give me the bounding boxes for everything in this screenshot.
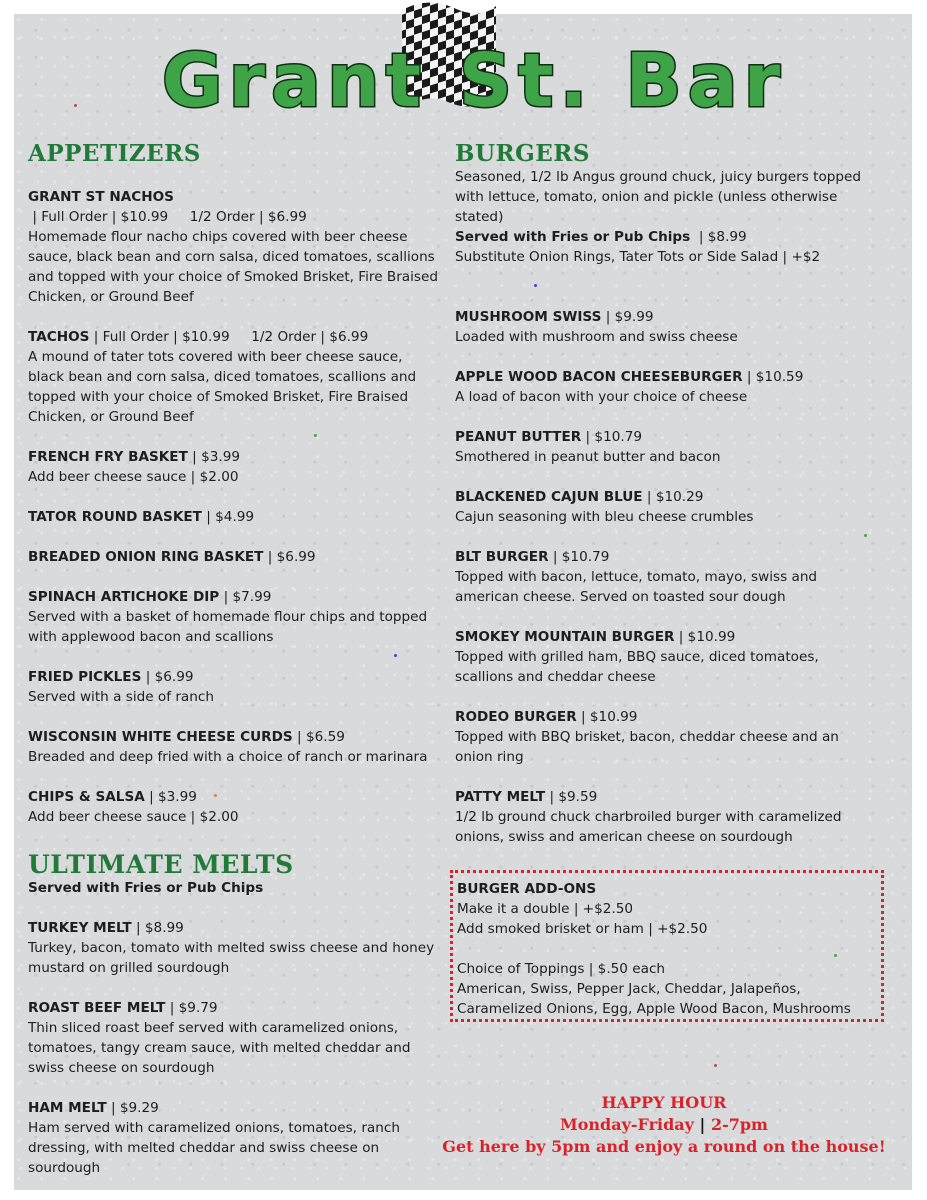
menu-item <box>28 447 438 487</box>
melts-list <box>28 878 438 1178</box>
item-name: CHIPS & SALSA <box>28 789 145 805</box>
item-name: PEANUT BUTTER <box>455 429 582 445</box>
appetizers-list <box>28 187 438 827</box>
item-desc: Topped with grilled ham, BBQ sauce, diced tomatoes, scallions and cheddar cheese <box>455 649 819 685</box>
item-desc: Topped with BBQ brisket, bacon, cheddar cheese and an onion ring <box>455 729 839 765</box>
item-name: FRIED PICKLES <box>28 669 142 685</box>
item-price: | $4.99 <box>201 509 255 525</box>
menu-item <box>28 1098 438 1178</box>
paper-speck <box>864 534 867 537</box>
item-name: HAM MELT <box>28 1100 107 1116</box>
item-desc: Add beer cheese sauce | $2.00 <box>28 469 239 485</box>
item-price: | $6.59 <box>292 729 345 745</box>
menu-item <box>28 587 438 647</box>
item-price: | $9.59 <box>545 789 598 805</box>
item-name: ROAST BEEF MELT <box>28 1000 166 1016</box>
item-desc: Turkey, bacon, tomato with melted swiss cheese and honey mustard on grilled sourdough <box>28 940 435 976</box>
happy-hour-days: Monday-Friday <box>560 1115 694 1134</box>
item-price: | $10.79 <box>548 549 610 565</box>
paper-speck <box>714 1064 717 1067</box>
paper-speck <box>74 104 77 107</box>
item-name: SPINACH ARTICHOKE DIP <box>28 589 220 605</box>
page-title-text: Grant St. Bar <box>161 38 787 124</box>
item-name: GRANT ST NACHOS <box>28 189 174 205</box>
menu-item <box>28 918 438 978</box>
item-name: TACHOS <box>28 329 90 345</box>
addon-double: Make it a double | +$2.50 <box>457 901 634 917</box>
paper-speck <box>394 654 397 657</box>
item-price: | $6.99 <box>141 669 194 685</box>
item-desc: Homemade flour nacho chips covered with beer cheese sauce, black bean and corn salsa, diced tomatoes, scallions and topped with your choice of Smoked Brisket, Fire Braised Chicken, or Ground Beef <box>28 229 438 305</box>
item-desc: Topped with bacon, lettuce, tomato, mayo, swiss and american cheese. Served on toasted sour dough <box>455 569 818 605</box>
item-name: TURKEY MELT <box>28 920 132 936</box>
menu-item <box>28 998 438 1078</box>
menu-item <box>28 787 438 827</box>
item-name: MUSHROOM SWISS <box>455 309 602 325</box>
item-desc: Thin sliced roast beef served with caramelized onions, tomatoes, tangy cream sauce, with melted cheddar and swiss cheese on sourdough <box>28 1020 411 1076</box>
paper-speck <box>314 434 317 437</box>
burgers-heading: BURGERS <box>455 140 591 167</box>
menu-item <box>455 707 875 767</box>
item-name: APPLE WOOD BACON CHEESEBURGER <box>455 369 743 385</box>
item-name: BLT BURGER <box>455 549 549 565</box>
menu-item <box>28 727 438 767</box>
item-price: | $10.99 <box>576 709 638 725</box>
item-price: | Full Order | $10.99 1/2 Order | $6.99 <box>28 209 307 225</box>
addon-brisket: Add smoked brisket or ham | +$2.50 <box>457 921 708 937</box>
item-price: | $3.99 <box>187 449 240 465</box>
item-price: | $10.79 <box>581 429 642 445</box>
item-price: | $7.99 <box>219 589 272 605</box>
item-price: | $10.99 <box>674 629 736 645</box>
menu-page <box>14 14 912 1190</box>
paper-speck <box>214 794 217 797</box>
item-desc: Served with a side of ranch <box>28 689 214 705</box>
item-name: FRENCH FRY BASKET <box>28 449 188 465</box>
item-desc: Served with a basket of homemade flour chips and topped with applewood bacon and scallions <box>28 609 428 645</box>
served-price: | $8.99 <box>690 229 747 245</box>
item-price: | Full Order | $10.99 1/2 Order | $6.99 <box>89 329 369 345</box>
item-price: | $9.99 <box>601 309 654 325</box>
happy-hour-promo: Get here by 5pm and enjoy a round on the house! <box>442 1137 886 1156</box>
item-name: WISCONSIN WHITE CHEESE CURDS <box>28 729 293 745</box>
menu-item <box>28 667 438 707</box>
item-name: BREADED ONION RING BASKET <box>28 549 264 565</box>
menu-item <box>455 487 875 527</box>
burgers-served <box>455 227 875 247</box>
item-desc: Cajun seasoning with bleu cheese crumbles <box>455 509 754 525</box>
toppings-list: American, Swiss, Pepper Jack, Cheddar, Jalapeños, Caramelized Onions, Egg, Apple Wood Bacon, Mushrooms <box>457 981 851 1017</box>
paper-speck <box>834 954 837 957</box>
burgers-list <box>455 167 875 847</box>
item-desc: Smothered in peanut butter and bacon <box>455 449 721 465</box>
item-price: | $3.99 <box>144 789 197 805</box>
happy-hour-separator: | <box>693 1115 711 1134</box>
item-price: | $9.79 <box>165 1000 218 1016</box>
menu-item <box>455 547 875 607</box>
item-name: PATTY MELT <box>455 789 546 805</box>
item-name: BLACKENED CAJUN BLUE <box>455 489 643 505</box>
item-price: | $6.99 <box>263 549 316 565</box>
page-title <box>154 34 794 124</box>
menu-item <box>455 427 875 467</box>
ultimate-melts-heading: ULTIMATE MELTS <box>28 850 294 879</box>
toppings-title: Choice of Toppings | $.50 each <box>457 961 666 977</box>
item-price: | $9.29 <box>106 1100 159 1116</box>
menu-item <box>28 507 438 527</box>
happy-hour-days-line <box>414 1114 914 1136</box>
item-desc: Loaded with mushroom and swiss cheese <box>455 329 738 345</box>
item-name: TATOR ROUND BASKET <box>28 509 202 525</box>
happy-hour-title: HAPPY HOUR <box>601 1093 727 1112</box>
burgers-intro: Seasoned, 1/2 lb Angus ground chuck, juicy burgers topped with lettuce, tomato, onion and pickle (unless otherwise stated) <box>455 169 862 225</box>
happy-hour-box <box>414 1092 914 1158</box>
melts-subtitle: Served with Fries or Pub Chips <box>28 880 264 896</box>
paper-speck <box>534 284 537 287</box>
item-name: SMOKEY MOUNTAIN BURGER <box>455 629 675 645</box>
happy-hour-time: 2-7pm <box>710 1115 768 1134</box>
addons-title: BURGER ADD-ONS <box>457 881 597 897</box>
menu-item <box>455 787 875 847</box>
burgers-substitute: Substitute Onion Rings, Tater Tots or Side Salad | +$2 <box>455 249 821 265</box>
item-desc: Ham served with caramelized onions, tomatoes, ranch dressing, with melted cheddar and swiss cheese on sourdough <box>28 1120 400 1176</box>
menu-item <box>455 627 875 687</box>
menu-item <box>28 327 438 427</box>
item-name: RODEO BURGER <box>455 709 577 725</box>
item-desc: A mound of tater tots covered with beer cheese sauce, black bean and corn salsa, diced tomatoes, scallions and topped with your choice of Smoked Brisket, Fire Braised Chicken, or Ground Beef <box>28 349 417 425</box>
item-desc: Breaded and deep fried with a choice of ranch or marinara <box>28 749 428 765</box>
menu-item <box>28 547 438 567</box>
item-price: | $10.29 <box>642 489 704 505</box>
item-desc: Add beer cheese sauce | $2.00 <box>28 809 239 825</box>
appetizers-heading: APPETIZERS <box>28 140 201 167</box>
served-with-label: Served with Fries or Pub Chips <box>455 229 691 245</box>
menu-item <box>28 187 438 307</box>
menu-item <box>455 307 875 347</box>
burger-addons-box <box>450 870 884 1022</box>
item-desc: A load of bacon with your choice of cheese <box>455 389 748 405</box>
item-desc: 1/2 lb ground chuck charbroiled burger with caramelized onions, swiss and american cheese on sourdough <box>455 809 842 845</box>
item-price: | $10.59 <box>742 369 804 385</box>
item-price: | $8.99 <box>131 920 184 936</box>
menu-item <box>455 367 875 407</box>
